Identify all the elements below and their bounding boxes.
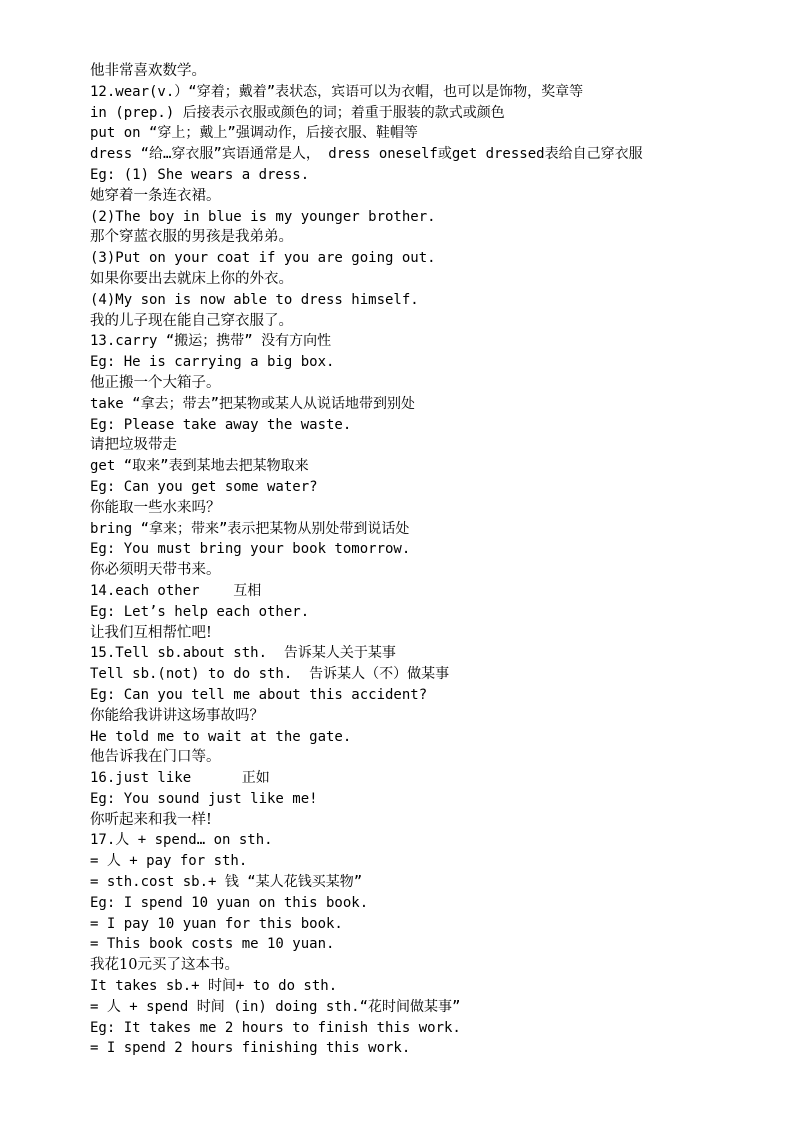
text-line: = 人 + pay for sth.: [90, 853, 248, 870]
text-line: = I spend 2 hours finishing this work.: [90, 1040, 411, 1057]
text-line: 你必须明天带书来。: [90, 562, 221, 579]
text-line: dress “给…穿衣服”宾语通常是人， dress oneself或get dressed表给自己穿衣服: [90, 146, 643, 163]
text-line: = 人 + spend 时间 (in) doing sth.“花时间做某事”: [90, 998, 461, 1015]
text-line: 你听起来和我一样!: [90, 811, 212, 828]
text-line: 他非常喜欢数学。: [90, 63, 206, 79]
text-line: 你能给我讲讲这场事故吗？: [90, 707, 264, 724]
text-line: 15.Tell sb.about sth. 告诉某人关于某事: [90, 645, 396, 662]
text-line: in (prep.) 后接表示衣服或颜色的词；着重于服装的款式或颜色: [90, 104, 505, 121]
text-line: = sth.cost sb.+ 钱 “某人花钱买某物”: [90, 874, 363, 891]
text-line: bring “拿来；带来”表示把某物从别处带到说话处: [90, 520, 410, 537]
text-line: He told me to wait at the gate.: [90, 728, 352, 745]
text-line: 他正搬一个大箱子。: [90, 374, 221, 391]
text-line: Eg: You must bring your book tomorrow.: [90, 541, 411, 558]
text-line: 他告诉我在门口等。: [90, 749, 221, 766]
text-line: 17.人 + spend… on sth.: [90, 832, 273, 849]
text-line: 我的儿子现在能自己穿衣服了。: [90, 312, 293, 329]
text-line: 请把垃圾带走: [90, 437, 177, 454]
text-line: (4)My son is now able to dress himself.: [90, 291, 419, 308]
text-line: Eg: You sound just like me!: [90, 790, 318, 807]
text-line: 我花10元买了这本书。: [90, 957, 239, 974]
text-line: Eg: Please take away the waste.: [90, 416, 352, 433]
text-line: put on “穿上；戴上”强调动作，后接衣服、鞋帽等: [90, 125, 418, 142]
text-line: = This book costs me 10 yuan.: [90, 936, 335, 953]
text-line: Eg: He is carrying a big box.: [90, 354, 335, 371]
text-line: 13.carry “搬运；携带” 没有方向性: [90, 333, 332, 350]
document-page: [90, 61, 740, 1059]
text-line: Eg: I spend 10 yuan on this book.: [90, 894, 369, 911]
text-line: 14.each other 互相: [90, 582, 262, 599]
text-line: Eg: Let’s help each other.: [90, 603, 310, 620]
text-line: take “拿去；带去”把某物或某人从说话地带到别处: [90, 395, 415, 412]
text-line: get “取来”表到某地去把某物取来: [90, 458, 309, 475]
text-line: = I pay 10 yuan for this book.: [90, 915, 343, 932]
text-line: Eg: Can you tell me about this accident?: [90, 686, 428, 703]
text-line: (3)Put on your coat if you are going out.: [90, 250, 436, 267]
text-line: (2)The boy in blue is my younger brother.: [90, 208, 436, 225]
text-line: 让我们互相帮忙吧!: [90, 624, 212, 641]
text-line: 你能取一些水来吗？: [90, 499, 221, 516]
text-line: Eg: Can you get some water?: [90, 478, 318, 495]
text-line: It takes sb.+ 时间+ to do sth.: [90, 978, 338, 995]
text-line: 12.wear(v.）“穿着；戴着”表状态，宾语可以为衣帽，也可以是饰物，奖章等: [90, 83, 584, 100]
text-line: Tell sb.(not) to do sth. 告诉某人（不）做某事: [90, 666, 450, 683]
text-line: 16.just like 正如: [90, 770, 270, 787]
text-line: 她穿着一条连衣裙。: [90, 187, 221, 204]
text-line: 如果你要出去就床上你的外衣。: [90, 270, 293, 287]
text-line: Eg: (1) She wears a dress.: [90, 166, 310, 183]
text-line: 那个穿蓝衣服的男孩是我弟弟。: [90, 229, 293, 246]
text-line: Eg: It takes me 2 hours to finish this work.: [90, 1019, 461, 1036]
